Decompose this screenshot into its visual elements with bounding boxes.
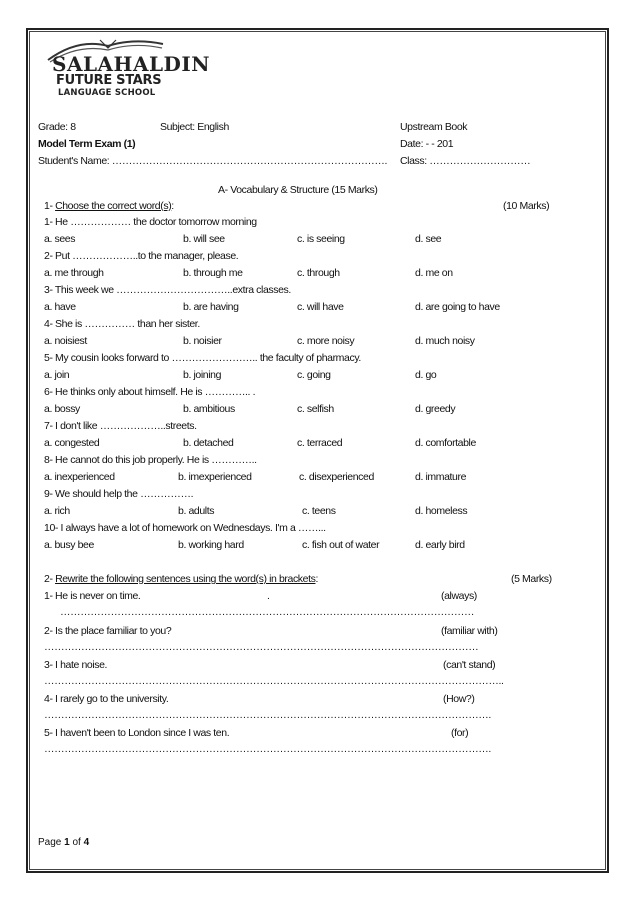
- logo-line1: SALAHALDIN: [52, 52, 210, 76]
- q2-answer-line: ……………………………………………………………………………………………………………: [60, 606, 475, 618]
- q1-option-d: d. much noisy: [415, 335, 475, 347]
- q1-stem: 1- He ……………… the doctor tomorrow morning: [44, 216, 257, 228]
- q1-option-d: d. comfortable: [415, 437, 476, 449]
- q1-heading: [44, 200, 174, 212]
- grade-label: Grade: 8: [38, 121, 76, 133]
- q1-option-b: b. will see: [183, 233, 225, 245]
- q1-heading-text: Choose the correct word(s): [55, 200, 172, 212]
- q1-option-a: a. have: [44, 301, 76, 313]
- q1-option-d: d. see: [415, 233, 442, 245]
- page-number: [38, 837, 89, 848]
- q1-option-a: a. bossy: [44, 403, 80, 415]
- q1-option-d: d. greedy: [415, 403, 456, 415]
- page-label: Page: [38, 837, 65, 848]
- q2-hint: (for): [451, 727, 469, 739]
- q2-heading-text: Rewrite the following sentences using the word(s) in brackets: [55, 573, 316, 585]
- q1-option-a: a. join: [44, 369, 70, 381]
- q1-option-d: d. homeless: [415, 505, 468, 517]
- q1-option-b: b. noisier: [183, 335, 222, 347]
- page-current: 1: [64, 837, 70, 848]
- date-label: Date: - - 201: [400, 138, 454, 150]
- q1-option-b: b. through me: [183, 267, 243, 279]
- q1-stem: 4- She is …………… than her sister.: [44, 318, 200, 330]
- q1-prefix: 1-: [44, 200, 56, 212]
- q2-answer-line: …………………………………………………………………………………………………………………: [44, 641, 479, 653]
- q1-option-d: d. go: [415, 369, 437, 381]
- q1-stem: 10- I always have a lot of homework on Wednesdays. I'm a ……...: [44, 522, 326, 534]
- q1-option-c: c. through: [297, 267, 340, 279]
- q1-option-d: d. me on: [415, 267, 453, 279]
- page-of: of: [69, 837, 84, 848]
- q1-marks: (10 Marks): [503, 200, 550, 212]
- q1-option-a: a. me through: [44, 267, 104, 279]
- q1-option-c: c. teens: [302, 505, 336, 517]
- q2-sentence-dot: .: [267, 590, 270, 602]
- q1-option-c: c. more noisy: [297, 335, 355, 347]
- q1-option-c: c. will have: [297, 301, 344, 313]
- exam-title: Model Term Exam (1): [38, 138, 136, 150]
- q1-option-c: c. going: [297, 369, 331, 381]
- q2-hint: (always): [441, 590, 477, 602]
- q1-option-a: a. noisiest: [44, 335, 87, 347]
- q1-option-c: c. terraced: [297, 437, 343, 449]
- q1-stem: 3- This week we ……………………………..extra classes.: [44, 284, 291, 296]
- q2-hint: (familiar with): [441, 625, 498, 637]
- q1-option-b: b. joining: [183, 369, 222, 381]
- q2-answer-line: …………………………………………………………………………………………………………………….: [44, 743, 491, 755]
- q1-stem: 7- I don't like ………………..streets.: [44, 420, 197, 432]
- q1-option-d: d. are going to have: [415, 301, 500, 313]
- book-label: Upstream Book: [400, 121, 468, 133]
- q1-option-a: a. sees: [44, 233, 76, 245]
- q2-marks: (5 Marks): [511, 573, 552, 585]
- q2-heading: [44, 573, 318, 585]
- q1-option-b: b. are having: [183, 301, 239, 313]
- q2-sentence: 2- Is the place familiar to you?: [44, 625, 172, 637]
- q1-stem: 9- We should help the …………….: [44, 488, 194, 500]
- q2-heading-suffix: :: [315, 573, 318, 585]
- q2-hint: (can't stand): [443, 659, 496, 671]
- q1-option-d: d. early bird: [415, 539, 465, 551]
- subject-label: Subject: English: [160, 121, 229, 133]
- q1-option-b: b. working hard: [178, 539, 244, 551]
- q1-option-c: c. fish out of water: [302, 539, 380, 551]
- q1-option-a: a. congested: [44, 437, 100, 449]
- q1-option-b: b. detached: [183, 437, 234, 449]
- student-name-field: Student's Name: ……………………………………………………………………….: [38, 155, 388, 167]
- q1-heading-suffix: :: [171, 200, 174, 212]
- q1-option-c: c. selfish: [297, 403, 334, 415]
- q2-sentence: 4- I rarely go to the university.: [44, 693, 169, 705]
- school-logo: [38, 36, 210, 102]
- q2-answer-line: …………………………………………………………………………………………………………………….: [44, 709, 491, 721]
- section-a-title: A- Vocabulary & Structure (15 Marks): [218, 184, 378, 196]
- q2-answer-line: ………………………………………………………………………………………………………………………..: [44, 675, 504, 687]
- q1-stem: 5- My cousin looks forward to …………………….. the faculty of pharmacy.: [44, 352, 361, 364]
- q2-sentence: 1- He is never on time.: [44, 590, 141, 602]
- q1-option-a: a. inexperienced: [44, 471, 115, 483]
- q1-option-d: d. immature: [415, 471, 467, 483]
- q1-option-c: c. disexperienced: [299, 471, 374, 483]
- q1-stem: 8- He cannot do this job properly. He is …………..: [44, 454, 257, 466]
- q1-option-a: a. rich: [44, 505, 70, 517]
- q1-stem: 6- He thinks only about himself. He is ………….. .: [44, 386, 256, 398]
- q1-option-b: b. imexperienced: [178, 471, 252, 483]
- logo-line3: LANGUAGE SCHOOL: [58, 88, 156, 98]
- q1-option-a: a. busy bee: [44, 539, 94, 551]
- q1-option-b: b. adults: [178, 505, 215, 517]
- q1-option-c: c. is seeing: [297, 233, 345, 245]
- logo-line2: FUTURE STARS: [56, 73, 162, 88]
- q2-hint: (How?): [443, 693, 475, 705]
- q2-sentence: 5- I haven't been to London since I was ten.: [44, 727, 230, 739]
- q1-option-b: b. ambitious: [183, 403, 235, 415]
- q2-prefix: 2-: [44, 573, 56, 585]
- page-total: 4: [83, 837, 90, 848]
- class-field: Class: …………………………: [400, 155, 531, 167]
- q1-stem: 2- Put ………………..to the manager, please.: [44, 250, 239, 262]
- q2-sentence: 3- I hate noise.: [44, 659, 108, 671]
